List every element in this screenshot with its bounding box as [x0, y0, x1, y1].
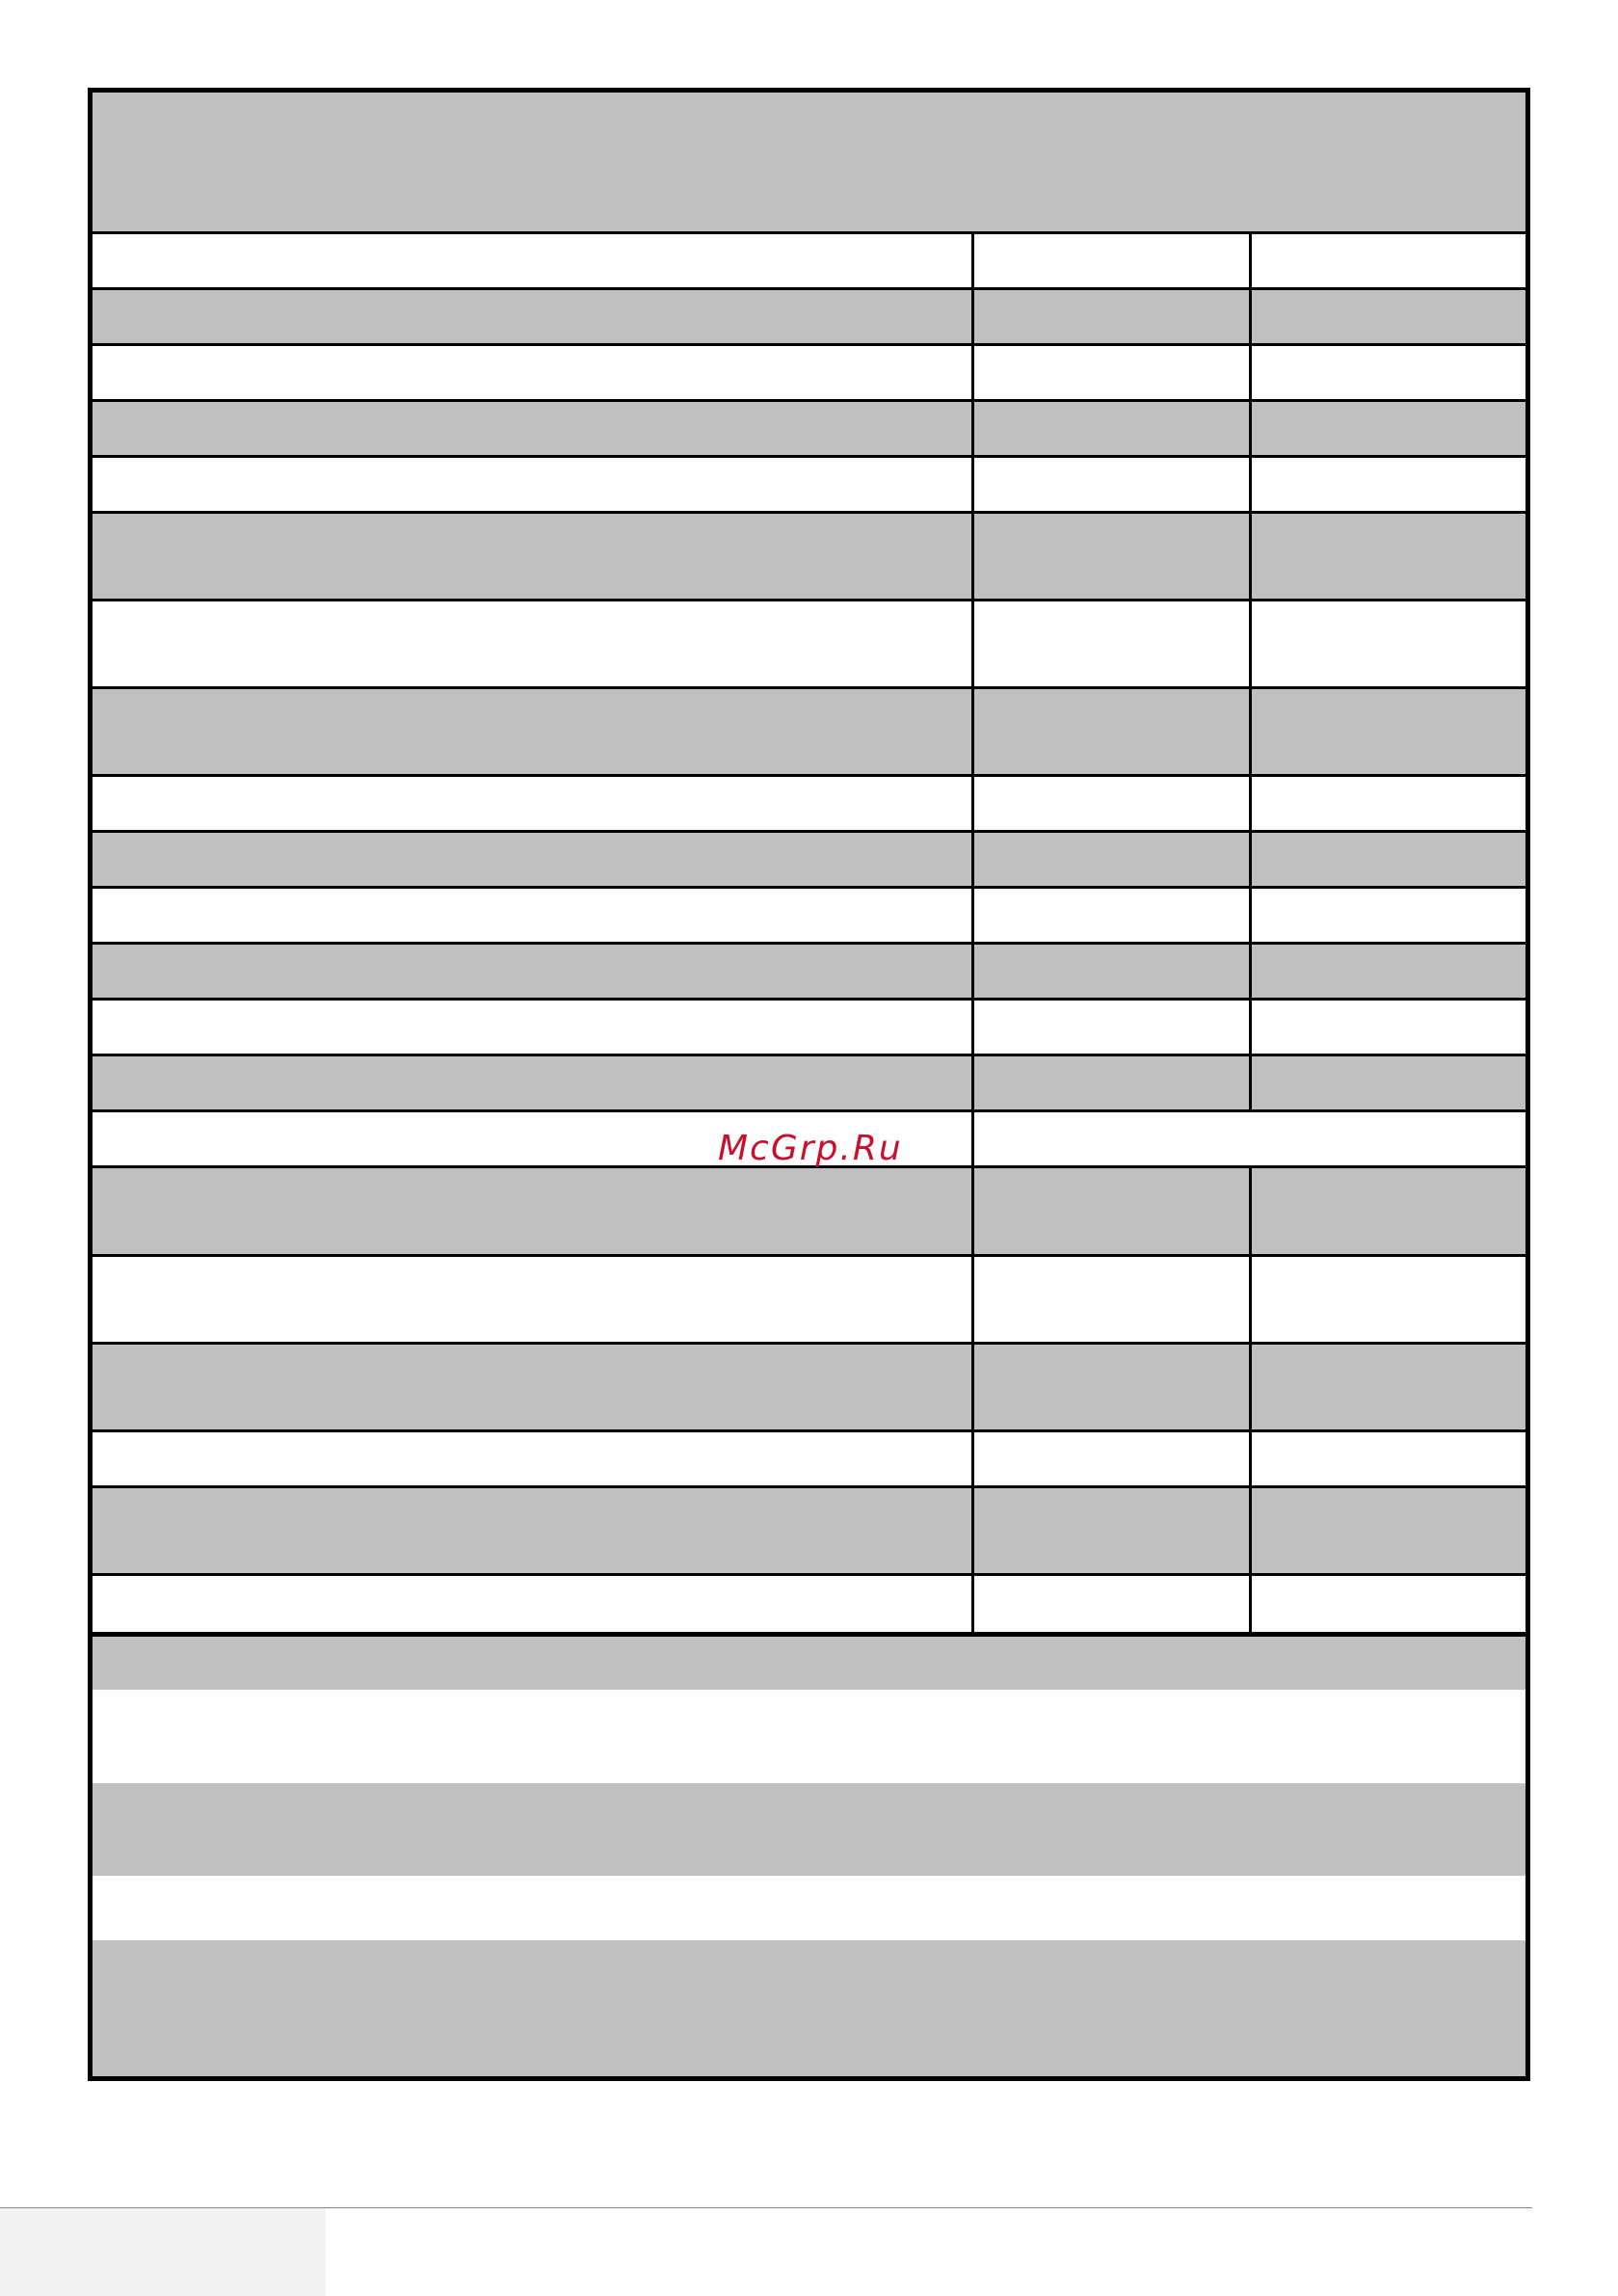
- row-label: [93, 1001, 974, 1054]
- row-value-1: [974, 1001, 1252, 1054]
- row-value-1: [974, 777, 1252, 830]
- table-row: [93, 689, 1525, 777]
- row-value-1: [974, 1432, 1252, 1485]
- row-value-2: [1252, 1488, 1525, 1573]
- row-value-1: [974, 945, 1252, 998]
- row-value-2: [1252, 1168, 1525, 1254]
- table-row: [93, 1432, 1525, 1488]
- row-label: [93, 1056, 974, 1109]
- row-value-1: [974, 689, 1252, 774]
- note-band: [93, 1783, 1525, 1876]
- row-value-2: [1252, 1056, 1525, 1109]
- row-label: [93, 1345, 974, 1429]
- row-value-1: [974, 402, 1252, 455]
- row-value-1: [974, 290, 1252, 343]
- row-label: [93, 889, 974, 942]
- note-band: [93, 1876, 1525, 1940]
- row-value-2: [1252, 1001, 1525, 1054]
- row-value-2: [1252, 1432, 1525, 1485]
- row-value-1: [974, 1056, 1252, 1109]
- row-value-1: [974, 346, 1252, 399]
- note-band: [93, 1632, 1525, 1690]
- footer-box: [0, 2208, 326, 2296]
- row-label: [93, 777, 974, 830]
- row-value-1: [974, 889, 1252, 942]
- row-label: [93, 514, 974, 599]
- row-value-1: [974, 601, 1252, 686]
- table-title-band: [93, 93, 1525, 234]
- row-label: [93, 1257, 974, 1342]
- table-row: [93, 833, 1525, 889]
- row-label: [93, 945, 974, 998]
- row-value-1: [974, 1576, 1252, 1632]
- table-row: [93, 945, 1525, 1001]
- row-value-2: [1252, 1576, 1525, 1632]
- note-band: [93, 1940, 1525, 2076]
- table-row: [93, 601, 1525, 689]
- row-value-2: [1252, 889, 1525, 942]
- table-row: [93, 458, 1525, 514]
- row-value-2: [1252, 1345, 1525, 1429]
- row-label: [93, 402, 974, 455]
- row-value-2: [1252, 458, 1525, 511]
- table-row: [93, 514, 1525, 601]
- row-value-2: [1252, 514, 1525, 599]
- watermark-text: McGrp.Ru: [718, 1129, 903, 1168]
- table-row: [93, 346, 1525, 402]
- row-label: [93, 458, 974, 511]
- table-row: [93, 1488, 1525, 1576]
- row-value-1: [974, 1168, 1252, 1254]
- table-row: [93, 777, 1525, 833]
- table-row: [93, 290, 1525, 346]
- row-value-1: [974, 234, 1252, 287]
- table-row: [93, 1168, 1525, 1257]
- row-label: [93, 1168, 974, 1254]
- row-value-2: [1252, 601, 1525, 686]
- row-label: [93, 1576, 974, 1632]
- table-row: [93, 1056, 1525, 1112]
- table-row: [93, 402, 1525, 458]
- row-label: [93, 346, 974, 399]
- row-label: [93, 234, 974, 287]
- table-row: [93, 1576, 1525, 1632]
- row-value-2: [1252, 833, 1525, 886]
- row-label: [93, 1432, 974, 1485]
- row-value-1: [974, 1257, 1252, 1342]
- row-value-2: [1252, 777, 1525, 830]
- table-row: [93, 1345, 1525, 1432]
- row-value-2: [1252, 945, 1525, 998]
- table-row: [93, 234, 1525, 290]
- row-value-1: [974, 1488, 1252, 1573]
- row-value-1: [974, 1345, 1252, 1429]
- row-value-2: [1252, 1257, 1525, 1342]
- note-band: [93, 1690, 1525, 1783]
- row-label: [93, 601, 974, 686]
- row-label: [93, 1488, 974, 1573]
- table-row: [93, 1001, 1525, 1056]
- row-label: [93, 833, 974, 886]
- table-row: [93, 889, 1525, 945]
- row-value-1: [974, 833, 1252, 886]
- row-value-2: [1252, 689, 1525, 774]
- table-row: [93, 1257, 1525, 1345]
- spec-table: [88, 88, 1530, 2081]
- row-value-2: [1252, 290, 1525, 343]
- row-value-2: [1252, 234, 1525, 287]
- row-value-2: [1252, 402, 1525, 455]
- row-value-merged: [974, 1112, 1525, 1165]
- row-label: [93, 689, 974, 774]
- row-label: [93, 290, 974, 343]
- row-value-1: [974, 458, 1252, 511]
- row-value-1: [974, 514, 1252, 599]
- row-value-2: [1252, 346, 1525, 399]
